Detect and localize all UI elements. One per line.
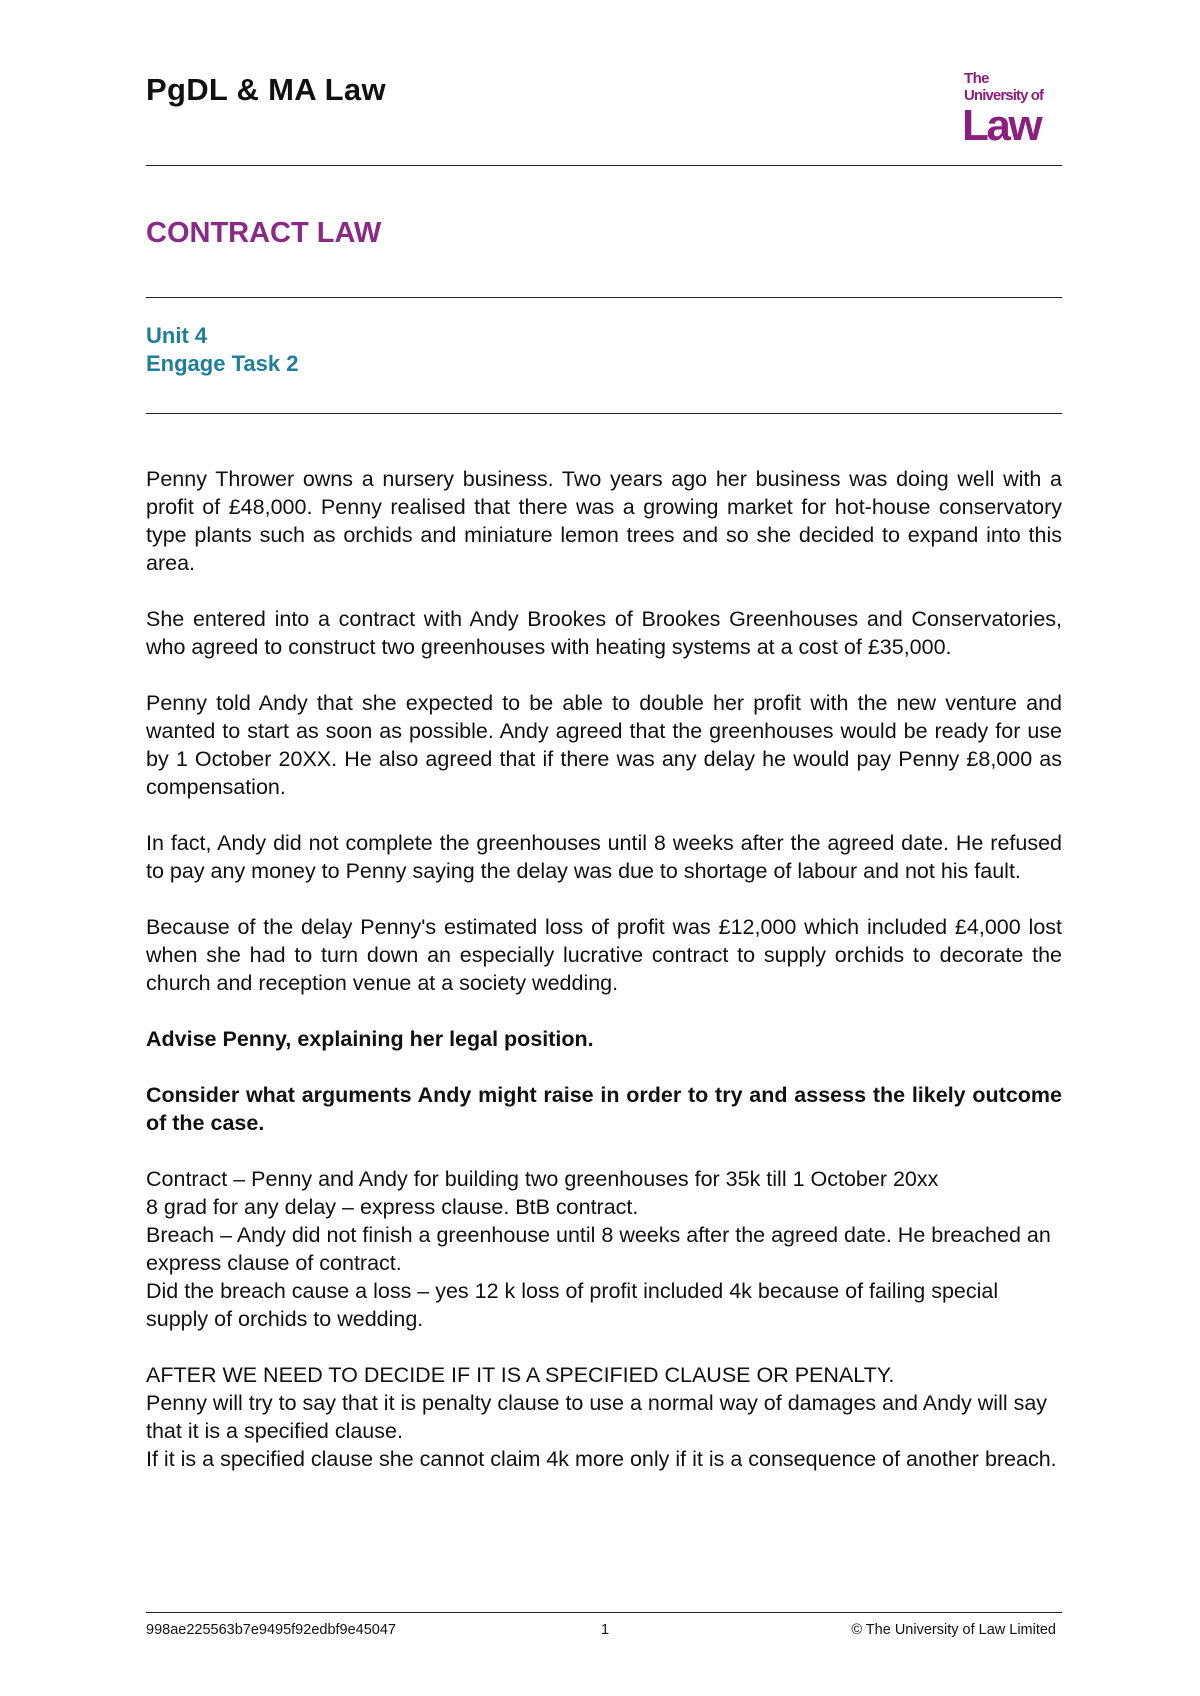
document-body (146, 465, 1062, 1473)
course-title: CONTRACT LAW (146, 217, 382, 249)
document-page (146, 0, 1062, 1696)
note-line: If it is a specified clause she cannot claim 4k more only if it is a consequence of another breach. (146, 1447, 1057, 1471)
unit-divider (146, 413, 1062, 414)
footer-doc-id: 998ae225563b7e9495f92edbf9e45047 (146, 1622, 396, 1638)
scenario-paragraph: She entered into a contract with Andy Brookes of Brookes Greenhouses and Conservatories, who agreed to construct two greenhouses with heating systems at a cost of £35,000. (146, 607, 1062, 659)
scenario-paragraph: Because of the delay Penny's estimated loss of profit was £12,000 which included £4,000 lost when she had to turn down an especially lucrative contract to supply orchids to decorate the church and reception venue at a society wedding. (146, 915, 1062, 995)
title-divider (146, 297, 1062, 298)
scenario-paragraph: Penny Thrower owns a nursery business. Two years ago her business was doing well with a profit of £48,000. Penny realised that there was a growing market for hot-house conservatory type plants such as orchids and miniature lemon trees and so she decided to expand into this area. (146, 467, 1062, 575)
university-of-law-logo (962, 70, 1062, 150)
footer-divider (146, 1612, 1062, 1613)
logo-line-the: The (964, 70, 989, 87)
task-label: Engage Task 2 (146, 351, 299, 376)
footer-page-number: 1 (601, 1622, 610, 1638)
note-line: Did the breach cause a loss – yes 12 k loss of profit included 4k because of failing special supply of orchids to wedding. (146, 1279, 999, 1331)
note-line: Contract – Penny and Andy for building two greenhouses for 35k till 1 October 20xx (146, 1167, 939, 1191)
notes-block-2 (146, 1361, 1062, 1473)
logo-line-law: Law (962, 101, 1041, 150)
note-line: Penny will try to say that it is penalty clause to use a normal way of damages and Andy will say that it is a specified clause. (146, 1391, 1048, 1443)
note-line: 8 grad for any delay – express clause. BtB contract. (146, 1195, 639, 1219)
program-title: PgDL & MA Law (146, 72, 386, 107)
logo-line-university-of: University of (964, 87, 1044, 104)
question-advise: Advise Penny, explaining her legal position. (146, 1027, 594, 1051)
note-line: AFTER WE NEED TO DECIDE IF IT IS A SPECIFIED CLAUSE OR PENALTY. (146, 1363, 895, 1387)
note-line: Breach – Andy did not finish a greenhouse until 8 weeks after the agreed date. He breached an express clause of contract. (146, 1223, 1051, 1275)
question-consider: Consider what arguments Andy might raise in order to try and assess the likely outcome of the case. (146, 1083, 1062, 1135)
unit-heading (146, 322, 298, 378)
unit-label: Unit 4 (146, 323, 208, 348)
scenario-paragraph: In fact, Andy did not complete the greenhouses until 8 weeks after the agreed date. He refused to pay any money to Penny saying the delay was due to shortage of labour and not his fault. (146, 831, 1062, 883)
scenario-paragraph: Penny told Andy that she expected to be able to double her profit with the new venture and wanted to start as soon as possible. Andy agreed that the greenhouses would be ready for use by 1 October 20XX. He also agreed that if there was any delay he would pay Penny £8,000 as compensation. (146, 691, 1062, 799)
header-divider (146, 165, 1062, 166)
notes-block-1 (146, 1165, 1062, 1333)
footer-copyright: © The University of Law Limited (851, 1622, 1056, 1638)
